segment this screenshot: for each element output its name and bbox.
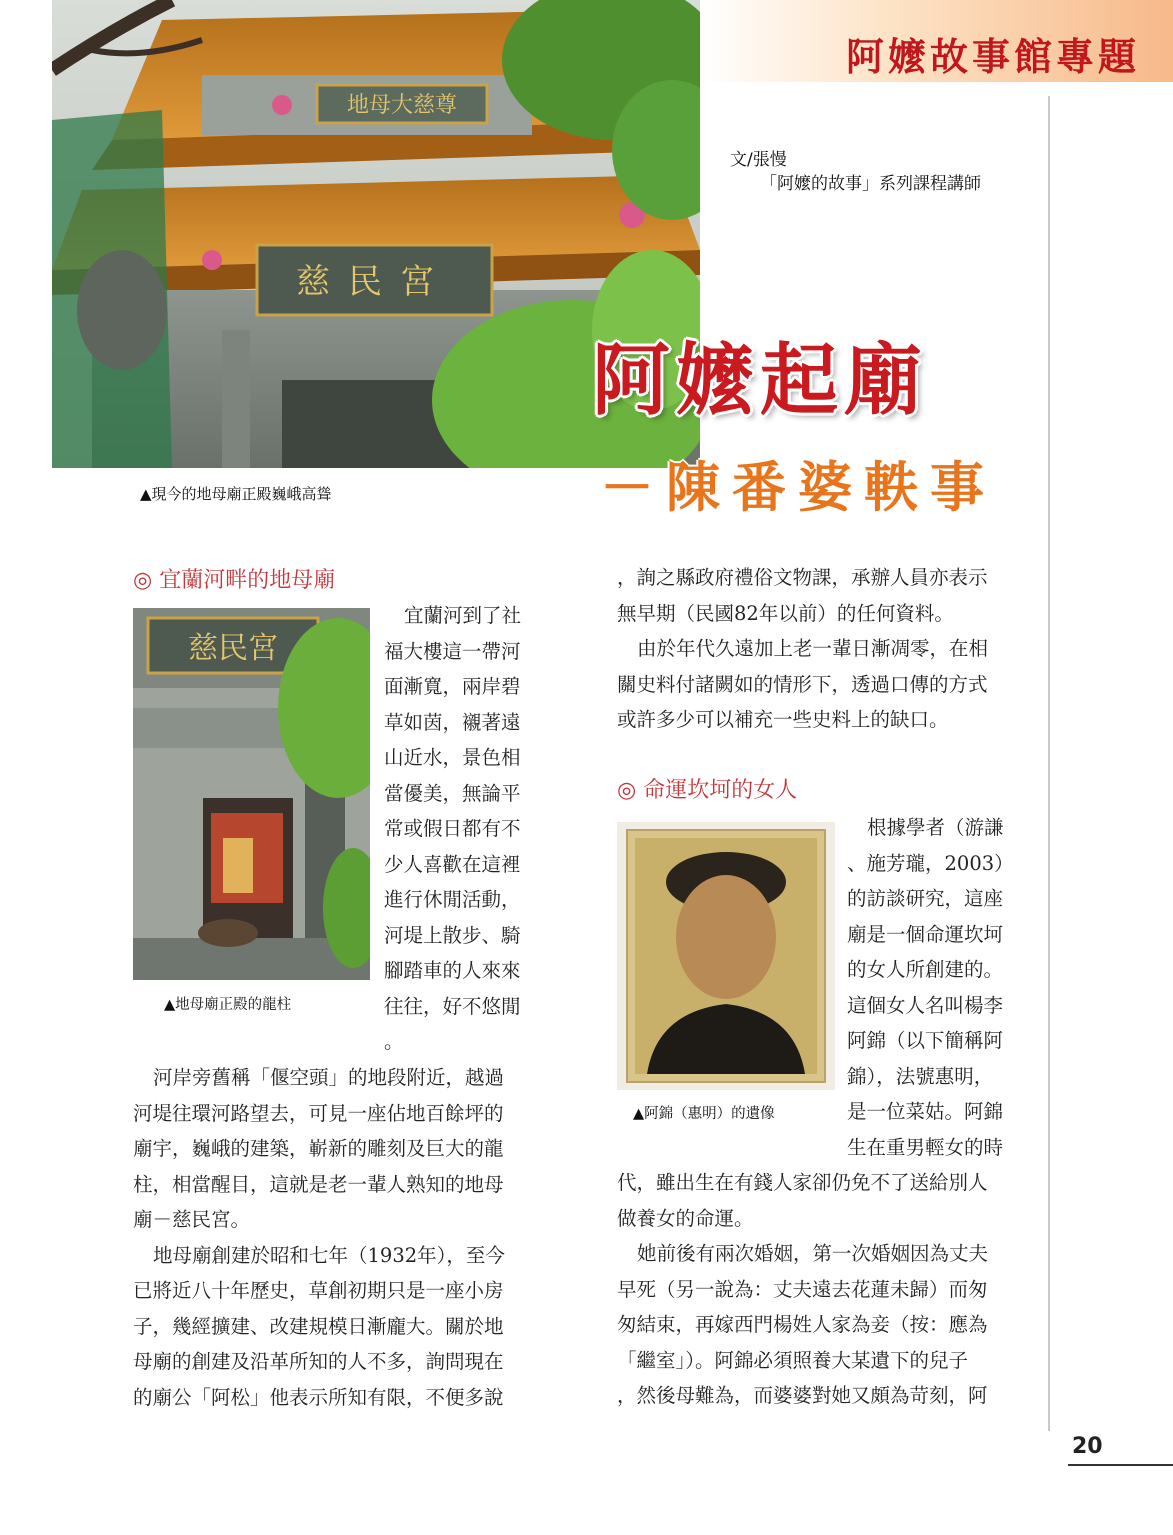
text-line: 往往，好不悠閒: [384, 994, 521, 1018]
page-number-rule: [1068, 1464, 1173, 1466]
text-line: 的訪談研究，這座: [847, 887, 1004, 910]
photo-caption-dragon-pillar: ▲地母廟正殿的龍柱: [164, 997, 292, 1013]
dragon-pillar-photo: [133, 608, 370, 980]
section1-wide-text: [133, 1060, 547, 1415]
hero-caption: ▲現今的地母廟正殿巍峨高聳: [140, 485, 332, 503]
text-line: 錦），法號惠明，: [847, 1064, 994, 1088]
text-line: 福大樓這一帶河: [384, 639, 521, 663]
column2-top-text: [617, 560, 1031, 738]
text-line: 山近水，景色相: [384, 746, 521, 769]
section2-narrow-text: [847, 810, 1031, 1165]
text-line: 草如茵，襯著遠: [384, 710, 521, 734]
text-line: 生在重男輕女的時: [847, 1135, 1004, 1159]
text-line: 無早期（民國82年以前）的任何資料。: [617, 601, 954, 625]
article-subtitle: －陳番婆軼事: [600, 455, 996, 519]
text-line: 河岸旁舊稱「偃空頭」的地段附近，越過: [153, 1066, 505, 1089]
text-line: 做養女的命運。: [617, 1206, 754, 1230]
text-line: 是一位菜姑。阿錦: [847, 1100, 1004, 1123]
text-line: 、施芳瓏，2003）: [847, 851, 1014, 875]
text-line: 這個女人名叫楊李: [847, 993, 1004, 1017]
author-block: [730, 148, 981, 196]
text-line: 腳踏車的人來來: [384, 959, 521, 982]
author-name: 文/張慢: [730, 150, 787, 170]
text-line: 她前後有兩次婚姻，第一次婚姻因為丈夫: [637, 1242, 989, 1265]
section2-wide-text: [617, 1165, 1031, 1414]
text-line: 子，幾經擴建、改建規模日漸龐大。關於地: [133, 1314, 504, 1338]
series-title: 阿嬤故事館專題: [845, 34, 1140, 79]
text-line: 常或假日都有不: [384, 817, 521, 840]
text-line: 少人喜歡在這裡: [384, 852, 521, 876]
text-line: 面漸寬，兩岸碧: [384, 675, 521, 698]
section-heading-2: ◎ 命運坎坷的女人: [617, 778, 798, 803]
photo2-plaque-text: 慈民宮: [188, 631, 278, 666]
article-title: 阿嬤起廟: [592, 335, 929, 426]
text-line: 「繼室」）。阿錦必須照養大某遺下的兒子: [617, 1348, 969, 1372]
section-heading-1: ◎ 宜蘭河畔的地母廟: [133, 568, 336, 593]
text-line: 已將近八十年歷史，草創初期只是一座小房: [133, 1279, 504, 1302]
text-line: 代，雖出生在有錢人家卻仍免不了送給別人: [617, 1171, 988, 1194]
lower-plaque-text: 慈民宮: [296, 262, 452, 302]
section1-narrow-text: [384, 598, 548, 1060]
text-line: 廟宇，巍峨的建築，嶄新的雕刻及巨大的龍: [133, 1137, 504, 1160]
text-line: 的女人所創建的。: [847, 958, 1004, 981]
text-line: 根據學者（游謙: [867, 816, 1004, 839]
photo-caption-portrait: ▲阿錦（惠明）的遺像: [633, 1106, 775, 1122]
text-line: 當優美，無論平: [384, 781, 521, 805]
text-line: 由於年代久遠加上老一輩日漸凋零，在相: [637, 637, 989, 660]
text-line: 進行休閒活動，: [384, 888, 521, 911]
text-line: 或許多少可以補充一些史料上的缺口。: [617, 708, 949, 731]
text-line: ，詢之縣政府禮俗文物課，承辦人員亦表示: [617, 566, 988, 589]
text-line: 的廟公「阿松」他表示所知有限，不便多說: [133, 1385, 504, 1409]
text-line: 廟是一個命運坎坷: [847, 922, 1004, 946]
text-line: 阿錦（以下簡稱阿: [847, 1029, 1004, 1052]
text-line: 河堤往環河路望去，可見一座佔地百餘坪的: [133, 1101, 504, 1125]
text-line: 匆結束，再嫁西門楊姓人家為妾（按：應為: [617, 1313, 988, 1336]
upper-plaque-text: 地母大慈尊: [346, 93, 458, 118]
margin-rule: [1048, 96, 1050, 1431]
text-line: 柱，相當醒目，這就是老一輩人熟知的地母: [133, 1172, 504, 1196]
text-line: 地母廟創建於昭和七年（1932年），至今: [153, 1243, 505, 1267]
text-line: 宜蘭河到了社: [404, 604, 522, 627]
text-line: 母廟的創建及沿革所知的人不多，詢問現在: [133, 1350, 504, 1373]
author-title: 「阿嬤的故事」系列課程講師: [760, 174, 981, 194]
text-line: ，然後母難為，而婆婆對她又頗為苛刻，阿: [617, 1384, 988, 1407]
text-line: 河堤上散步、騎: [384, 923, 521, 947]
text-line: 廟－慈民宮。: [133, 1208, 251, 1231]
text-line: 早死（另一說為：丈夫遠去花蓮未歸）而匆: [617, 1277, 988, 1301]
text-line: 關史料付諸闕如的情形下，透過口傳的方式: [617, 672, 988, 696]
text-line: 。: [384, 1030, 404, 1053]
page-number: 20: [1072, 1434, 1103, 1459]
portrait-photo: [617, 822, 835, 1090]
